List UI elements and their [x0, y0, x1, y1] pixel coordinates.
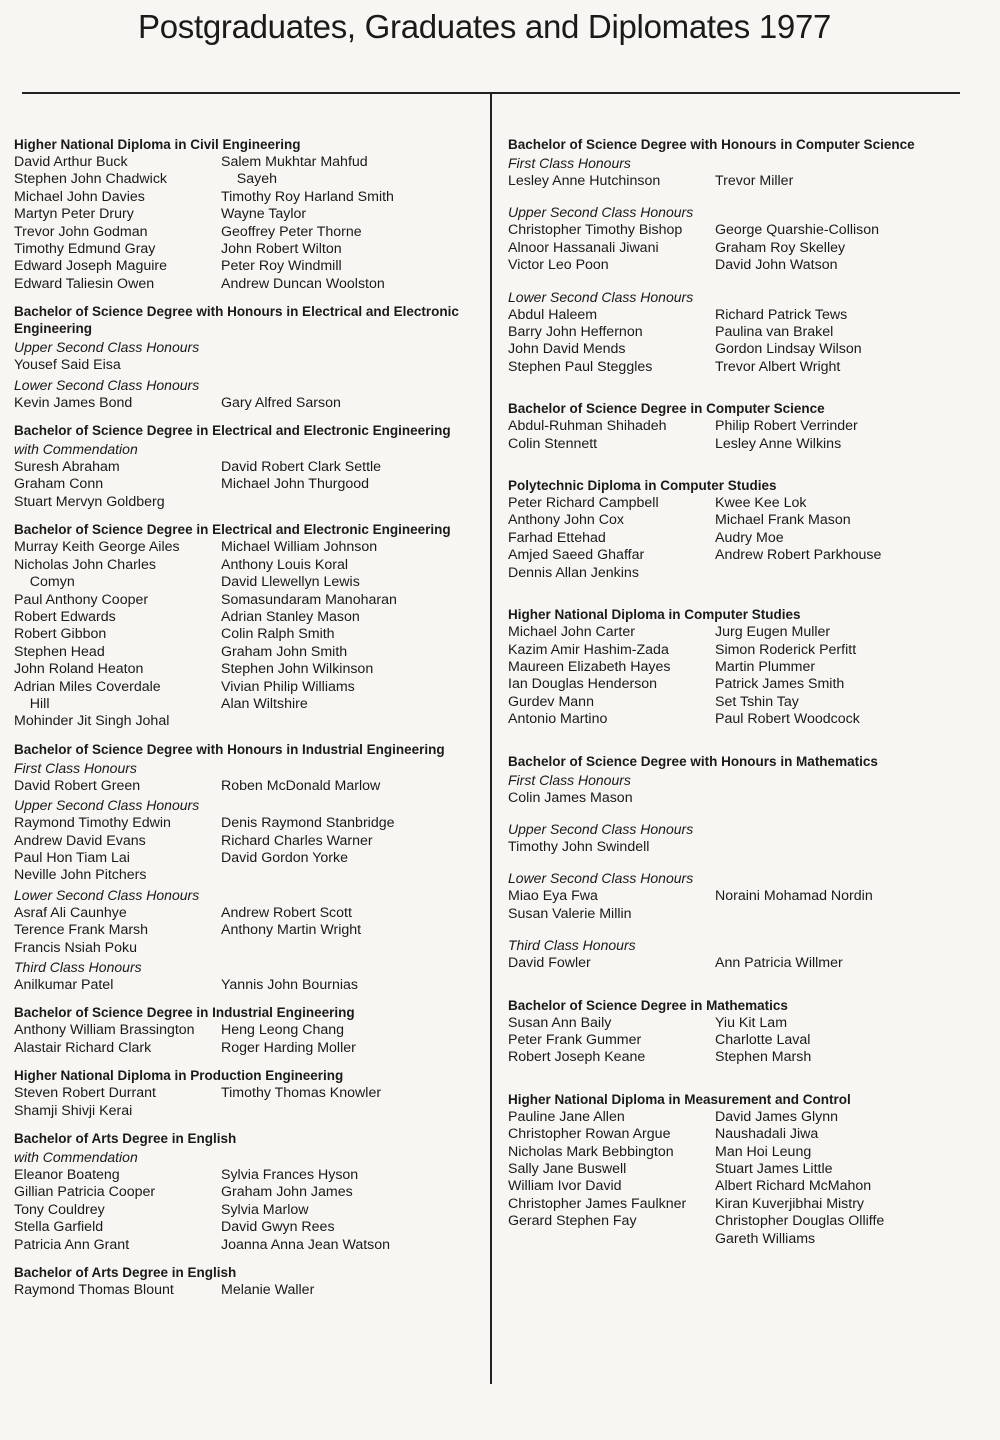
graduate-name: Anthony Martin Wright [221, 922, 362, 939]
graduate-name: Robert Joseph Keane [508, 1049, 646, 1066]
award-section [14, 1067, 480, 1120]
section-heading: Polytechnic Diploma in Computer Studies [508, 478, 777, 494]
graduate-name: Anilkumar Patel [14, 977, 114, 993]
names-list [508, 222, 960, 274]
graduate-name: Michael Frank Mason [715, 512, 851, 529]
graduate-name: Susan Ann Baily [508, 1014, 612, 1031]
graduate-name: Anthony Louis Koral [221, 556, 348, 573]
graduate-name: Richard Charles Warner [221, 832, 373, 849]
section-heading: Bachelor of Science Degree in Electrical and Electronic Engineering [14, 423, 451, 439]
column-divider [490, 92, 492, 1384]
graduate-name: David Gwyn Rees [221, 1219, 335, 1236]
graduate-name: Christopher James Faulkner [508, 1195, 687, 1212]
graduate-name: Roger Harding Moller [221, 1039, 356, 1056]
graduate-name: Andrew David Evans [14, 832, 146, 849]
graduate-name: Geoffrey Peter Thorne [221, 223, 362, 240]
graduate-name [221, 867, 480, 884]
graduate-name: Farhad Ettehad [508, 529, 606, 546]
names-list [508, 790, 960, 807]
graduate-name: Lesley Anne Wilkins [715, 435, 842, 452]
graduate-name: Stella Garfield [14, 1219, 104, 1236]
graduate-name: Gary Alfred Sarson [221, 394, 341, 411]
graduate-name: Suresh Abraham [14, 459, 120, 476]
graduate-name: Anthony William Brassington [14, 1022, 195, 1039]
graduate-name: William Ivor David [508, 1178, 622, 1195]
graduate-name: Patricia Ann Grant [14, 1236, 130, 1253]
award-section [14, 1264, 480, 1299]
graduate-name: Joanna Anna Jean Watson [221, 1236, 391, 1253]
graduate-name: Roben McDonald Marlow [221, 777, 381, 794]
graduate-name: Timothy Roy Harland Smith [221, 188, 394, 205]
graduate-name: Heng Leong Chang [221, 1022, 345, 1039]
graduate-name: Sylvia Frances Hyson [221, 1167, 359, 1184]
graduate-name: Noraini Mohamad Nordin [715, 888, 873, 905]
graduate-name [221, 1103, 480, 1120]
graduate-name [508, 1231, 715, 1248]
graduate-name: Barry John Heffernon [508, 324, 643, 341]
award-section [508, 136, 960, 376]
honours-class-label: First Class Honours [14, 759, 137, 776]
graduate-name: Alan Wiltshire [221, 695, 308, 712]
graduate-name: Ann Patricia Willmer [715, 955, 843, 972]
graduate-name: Audry Moe [715, 529, 784, 546]
graduate-name: Murray Keith George Ailes [14, 539, 180, 556]
graduate-name: Peter Roy Windmill [221, 258, 342, 275]
graduate-name: Neville John Pitchers [14, 867, 147, 884]
honours-group [14, 797, 480, 885]
graduate-name: Timothy John Swindell [508, 838, 650, 855]
honours-class-label: Upper Second Class Honours [508, 204, 694, 221]
graduate-name [715, 565, 960, 582]
graduate-name: Peter Richard Campbell [508, 495, 659, 512]
graduate-name: Salem Mukhtar Mahfud [221, 154, 368, 170]
graduate-name: Paul Robert Woodcock [715, 711, 860, 728]
award-section [508, 606, 960, 728]
page-title: Postgraduates, Graduates and Diplomates 1977 [138, 8, 832, 45]
graduate-name: Jurg Eugen Muller [715, 624, 831, 641]
section-heading: Bachelor of Science Degree in Computer Science [508, 401, 825, 417]
graduate-name: Andrew Robert Parkhouse [715, 547, 882, 564]
section-heading: Bachelor of Science Degree with Honours in Computer Science [508, 137, 915, 152]
graduate-name: Gurdev Mann [508, 693, 594, 710]
honours-group [508, 418, 960, 453]
graduate-name: Yiu Kit Lam [715, 1014, 788, 1031]
honours-group [14, 339, 480, 374]
section-heading: Higher National Diploma in Civil Engineering [14, 137, 301, 152]
graduate-name: Wayne Taylor [221, 206, 307, 223]
graduate-name: Robert Gibbon [14, 626, 107, 643]
graduate-name: Naushadali Jiwa [715, 1126, 819, 1143]
graduate-name: Shamji Shivji Kerai [14, 1102, 133, 1119]
graduate-name: David Gordon Yorke [221, 849, 348, 866]
graduate-name: Colin James Mason [508, 789, 633, 806]
graduate-name: Graham Roy Skelley [715, 239, 846, 256]
graduate-name: Somasundaram Manoharan [221, 591, 397, 608]
graduate-name: Pauline Jane Allen [508, 1108, 625, 1125]
graduate-name: Graham John James [221, 1184, 353, 1201]
award-section [508, 753, 960, 973]
graduate-name: Stephen John Chadwick [14, 171, 168, 188]
graduate-name: Sally Jane Buswell [508, 1161, 627, 1177]
graduate-name: Kwee Kee Lok [715, 495, 807, 512]
honours-group [508, 821, 960, 856]
graduate-name: Eleanor Boateng [14, 1167, 120, 1184]
section-heading: Higher National Diploma in Production Engineering [14, 1068, 344, 1084]
graduate-name: Timothy Thomas Knowler [221, 1085, 382, 1102]
award-section [14, 741, 480, 995]
graduate-name: Adrian Stanley Mason [221, 608, 360, 625]
graduate-name: Antonio Martino [508, 711, 608, 728]
graduate-name: Terence Frank Marsh [14, 922, 149, 939]
section-heading: Higher National Diploma in Computer Studies [508, 607, 801, 623]
graduate-name: Graham John Smith [221, 643, 348, 660]
names-list [14, 1085, 480, 1120]
graduate-name: Kazim Amir Hashim-Zada [508, 641, 669, 658]
graduate-name [221, 357, 480, 374]
honours-class-label: Lower Second Class Honours [508, 870, 694, 887]
honours-group [14, 1282, 480, 1299]
graduate-name: Stephen Marsh [715, 1049, 812, 1066]
graduate-name: Yannis John Bournias [221, 977, 358, 993]
graduate-name: Robert Edwards [14, 608, 116, 625]
graduate-name: David Arthur Buck [14, 154, 128, 170]
graduate-name: Mohinder Jit Singh Johal [14, 713, 170, 730]
section-heading: Bachelor of Science Degree with Honours in Mathematics [508, 753, 878, 769]
graduate-name: John Roland Heaton [14, 661, 144, 678]
graduate-name: Paul Anthony Cooper [14, 591, 149, 608]
award-section [508, 400, 960, 453]
section-heading: Bachelor of Science Degree in Mathematics [508, 997, 788, 1013]
names-list [14, 977, 480, 994]
graduate-name: Michael John Davies [14, 188, 145, 205]
names-list [508, 418, 960, 453]
award-section [508, 477, 960, 582]
graduate-name: Timothy Edmund Gray [14, 241, 156, 258]
graduate-name: Melanie Waller [221, 1282, 315, 1299]
award-section [508, 997, 960, 1067]
honours-group [508, 624, 960, 728]
graduate-name: Maureen Elizabeth Hayes [508, 658, 671, 675]
names-list [508, 495, 960, 582]
graduate-name: Tony Couldrey [14, 1201, 105, 1218]
graduate-name: Gillian Patricia Cooper [14, 1184, 156, 1201]
graduate-name: Sylvia Marlow [221, 1201, 309, 1218]
honours-class-label: Lower Second Class Honours [14, 886, 200, 903]
names-list [14, 459, 480, 511]
graduate-name: Abdul-Ruhman Shihadeh [508, 418, 667, 435]
honours-class-label: Third Class Honours [508, 937, 636, 954]
section-heading: Higher National Diploma in Measurement and Control [508, 1091, 851, 1107]
honours-class-label: First Class Honours [508, 771, 631, 788]
honours-class-label: Upper Second Class Honours [14, 797, 200, 814]
graduate-name: Paul Hon Tiam Lai [14, 849, 130, 866]
graduate-name: George Quarshie-Collison [715, 222, 880, 239]
graduate-name: Gordon Lindsay Wilson [715, 341, 862, 358]
graduate-name: Nicholas John Charles [14, 556, 156, 573]
award-section [14, 136, 480, 293]
honours-class-label: with Commendation [14, 441, 138, 458]
graduate-name: Miao Eya Fwa [508, 888, 598, 905]
honours-group [14, 377, 480, 412]
graduate-name: Alnoor Hassanali Jiwani [508, 239, 659, 256]
honours-group [14, 154, 480, 293]
names-list [14, 778, 480, 795]
section-heading: Bachelor of Science Degree with Honours in Electrical and Electronic Engineering [14, 304, 459, 337]
section-heading: Bachelor of Science Degree with Honours in Industrial Engineering [14, 741, 445, 757]
section-heading: Bachelor of Science Degree in Industrial Engineering [14, 1005, 355, 1021]
honours-group [508, 1109, 960, 1248]
graduate-name: Albert Richard McMahon [715, 1178, 872, 1195]
graduate-name: Colin Stennett [508, 435, 598, 452]
left-column [14, 136, 480, 1309]
award-section [14, 422, 480, 511]
names-list [14, 1282, 480, 1299]
graduate-name: Patrick James Smith [715, 676, 845, 693]
honours-class-label: Upper Second Class Honours [14, 339, 200, 356]
award-section [14, 303, 480, 412]
names-list [14, 1022, 480, 1057]
graduate-name: Kiran Kuverjibhai Mistry [715, 1195, 865, 1212]
honours-class-label: with Commendation [14, 1149, 138, 1166]
award-section [14, 1004, 480, 1057]
graduate-name: Alastair Richard Clark [14, 1039, 152, 1056]
graduate-name: Anthony John Cox [508, 512, 624, 529]
graduate-name: Christopher Douglas Olliffe [715, 1213, 885, 1230]
graduate-name: Denis Raymond Stanbridge [221, 815, 395, 832]
graduate-name: Edward Taliesin Owen [14, 275, 155, 292]
graduate-name: Charlotte Laval [715, 1031, 811, 1048]
graduate-name: Paulina van Brakel [715, 324, 834, 341]
graduate-name: Christopher Rowan Argue [508, 1126, 671, 1143]
graduate-name: Adrian Miles Coverdale [14, 678, 161, 695]
graduate-name: Raymond Timothy Edwin [14, 815, 171, 832]
graduate-name: Sayeh [221, 171, 277, 188]
graduate-name: Trevor Albert Wright [715, 358, 841, 375]
graduate-name: Kevin James Bond [14, 394, 133, 411]
graduate-name: David Fowler [508, 955, 591, 972]
honours-group [14, 441, 480, 511]
graduate-name: Yousef Said Eisa [14, 357, 121, 374]
graduate-name: Stephen Head [14, 643, 105, 660]
graduate-name: Stephen John Wilkinson [221, 661, 374, 678]
graduate-name: Edward Joseph Maguire [14, 258, 167, 275]
graduate-name [221, 940, 480, 957]
award-section [508, 1091, 960, 1248]
graduate-name: Martyn Peter Drury [14, 206, 134, 223]
graduate-name: Peter Frank Gummer [508, 1031, 642, 1048]
honours-class-label: First Class Honours [508, 155, 631, 171]
graduate-name: Andrew Robert Scott [221, 904, 352, 921]
graduate-name: Gerard Stephen Fay [508, 1213, 637, 1230]
graduate-name: Simon Roderick Perfitt [715, 641, 857, 658]
right-column [508, 136, 960, 1258]
graduate-name: Ian Douglas Henderson [508, 676, 658, 693]
names-list [14, 815, 480, 885]
graduate-name: Christopher Timothy Bishop [508, 222, 683, 239]
graduate-name: Trevor Miller [715, 173, 794, 189]
honours-group [508, 870, 960, 923]
names-list [14, 1167, 480, 1254]
award-section [14, 1130, 480, 1254]
award-section [14, 521, 480, 730]
honours-group [508, 155, 960, 190]
graduate-name: Gareth Williams [715, 1230, 816, 1247]
graduate-name: Amjed Saeed Ghaffar [508, 547, 645, 564]
graduate-name: Nicholas Mark Bebbington [508, 1143, 674, 1160]
graduate-name: Andrew Duncan Woolston [221, 275, 385, 292]
graduate-name: Stephen Paul Steggles [508, 358, 653, 375]
graduate-name: Susan Valerie Millin [508, 905, 632, 922]
names-list [508, 888, 960, 923]
names-list [508, 1109, 960, 1248]
graduate-name: Set Tshin Tay [715, 693, 799, 710]
graduate-name: Stuart Mervyn Goldberg [14, 493, 165, 510]
graduate-name [221, 713, 480, 730]
graduate-name: Richard Patrick Tews [715, 306, 848, 323]
honours-group [14, 1022, 480, 1057]
honours-group [508, 204, 960, 274]
graduate-name: Steven Robert Durrant [14, 1085, 156, 1102]
honours-class-label: Upper Second Class Honours [508, 820, 694, 837]
names-list [508, 1015, 960, 1067]
graduate-name: David James Glynn [715, 1108, 839, 1125]
honours-group [14, 1149, 480, 1254]
honours-group [508, 1015, 960, 1067]
honours-group [14, 887, 480, 957]
honours-group [508, 495, 960, 582]
honours-group [508, 937, 960, 972]
names-list [508, 839, 960, 856]
honours-class-label: Third Class Honours [14, 959, 142, 975]
graduate-name: Graham Conn [14, 476, 104, 493]
graduate-name: Man Hoi Leung [715, 1143, 812, 1160]
honours-group [14, 1085, 480, 1120]
honours-group [508, 289, 960, 377]
names-list [14, 905, 480, 957]
graduate-name: Raymond Thomas Blount [14, 1282, 174, 1299]
graduate-name: Trevor John Godman [14, 223, 148, 240]
graduate-name [715, 839, 960, 856]
graduate-name [221, 494, 480, 511]
graduate-name: Colin Ralph Smith [221, 626, 335, 643]
graduate-name: Michael John Thurgood [221, 476, 370, 493]
names-list [14, 395, 480, 412]
graduate-name: John Robert Wilton [221, 241, 342, 258]
honours-group [14, 539, 480, 730]
honours-group [14, 760, 480, 795]
graduate-name: David John Watson [715, 257, 838, 274]
graduate-name [715, 906, 960, 923]
section-heading: Bachelor of Arts Degree in English [14, 1265, 237, 1281]
names-list [508, 624, 960, 728]
graduate-name: Stuart James Little [715, 1161, 833, 1177]
graduate-name: John David Mends [508, 341, 626, 358]
section-heading: Bachelor of Science Degree in Electrical and Electronic Engineering [14, 522, 451, 538]
graduate-name: Philip Robert Verrinder [715, 418, 858, 435]
graduate-name: Vivian Philip Williams [221, 678, 355, 695]
graduate-name [715, 790, 960, 807]
graduate-name: David Robert Clark Settle [221, 459, 382, 476]
names-list [508, 955, 960, 972]
graduate-name: David Llewellyn Lewis [221, 574, 360, 591]
names-list [508, 307, 960, 377]
graduate-name: Lesley Anne Hutchinson [508, 173, 661, 189]
graduate-name: Michael John Carter [508, 624, 635, 641]
section-heading: Bachelor of Arts Degree in English [14, 1131, 237, 1147]
graduate-name: Victor Leo Poon [508, 257, 609, 274]
graduate-name: Martin Plummer [715, 658, 816, 675]
graduate-name: Francis Nsiah Poku [14, 939, 138, 956]
honours-group [14, 959, 480, 994]
honours-class-label: Lower Second Class Honours [14, 376, 200, 393]
graduate-name: Abdul Haleem [508, 306, 598, 323]
honours-group [508, 772, 960, 807]
graduate-name: Michael William Johnson [221, 539, 378, 556]
graduate-name: David Robert Green [14, 777, 141, 794]
names-list [508, 173, 960, 190]
names-list [14, 357, 480, 374]
honours-class-label: Lower Second Class Honours [508, 288, 694, 305]
graduate-name: Dennis Allan Jenkins [508, 564, 639, 581]
graduate-name: Comyn [14, 574, 75, 591]
graduate-name: Hill [14, 695, 50, 712]
graduate-name: Asraf Ali Caunhye [14, 904, 127, 921]
names-list [14, 154, 480, 293]
names-list [14, 539, 480, 730]
